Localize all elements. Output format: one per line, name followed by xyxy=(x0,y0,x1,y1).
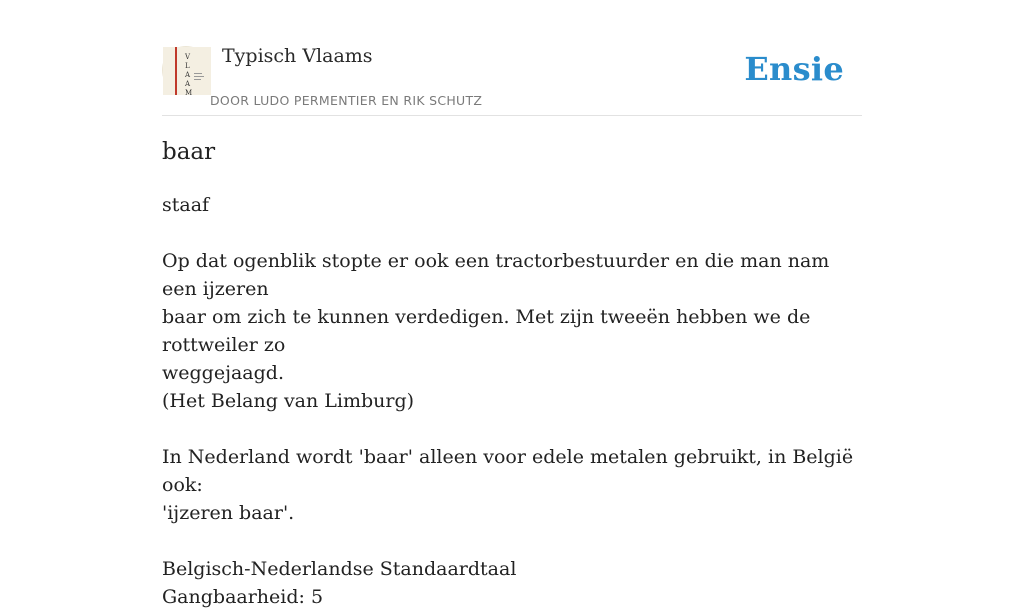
entry-definition: staaf xyxy=(162,194,210,216)
svg-text:A: A xyxy=(185,80,191,88)
svg-text:A: A xyxy=(185,71,191,79)
spacer xyxy=(162,219,862,247)
example-source: (Het Belang van Limburg) xyxy=(162,390,415,412)
book-authors: DOOR LUDO PERMENTIER EN RIK SCHUTZ xyxy=(210,93,483,108)
example-line: weggejaagd. xyxy=(162,362,284,384)
language-standard: Belgisch-Nederlandse Standaardtaal xyxy=(162,558,517,580)
usage-note-line: 'ijzeren baar'. xyxy=(162,502,295,524)
spacer xyxy=(162,415,862,443)
entry-term: baar xyxy=(162,139,216,165)
book-cover-icon[interactable] xyxy=(162,46,210,97)
book-title[interactable]: Typisch Vlaams xyxy=(222,45,373,67)
entry-body xyxy=(162,191,862,611)
header xyxy=(162,0,862,116)
svg-text:L: L xyxy=(185,62,190,70)
example-line: Op dat ogenblik stopte er ook een tractorbestuurder en die man nam een ijzeren xyxy=(162,250,830,300)
svg-text:V: V xyxy=(185,53,191,61)
entry-card xyxy=(162,0,862,608)
frequency-rating: Gangbaarheid: 5 xyxy=(162,586,324,608)
usage-note-line: In Nederland wordt 'baar' alleen voor edele metalen gebruikt, in België ook: xyxy=(162,446,854,496)
svg-text:M: M xyxy=(185,89,193,97)
spacer xyxy=(162,527,862,555)
example-line: baar om zich te kunnen verdedigen. Met zijn tweeën hebben we de rottweiler zo xyxy=(162,306,811,356)
ensie-logo-link[interactable]: Ensie xyxy=(744,50,844,88)
